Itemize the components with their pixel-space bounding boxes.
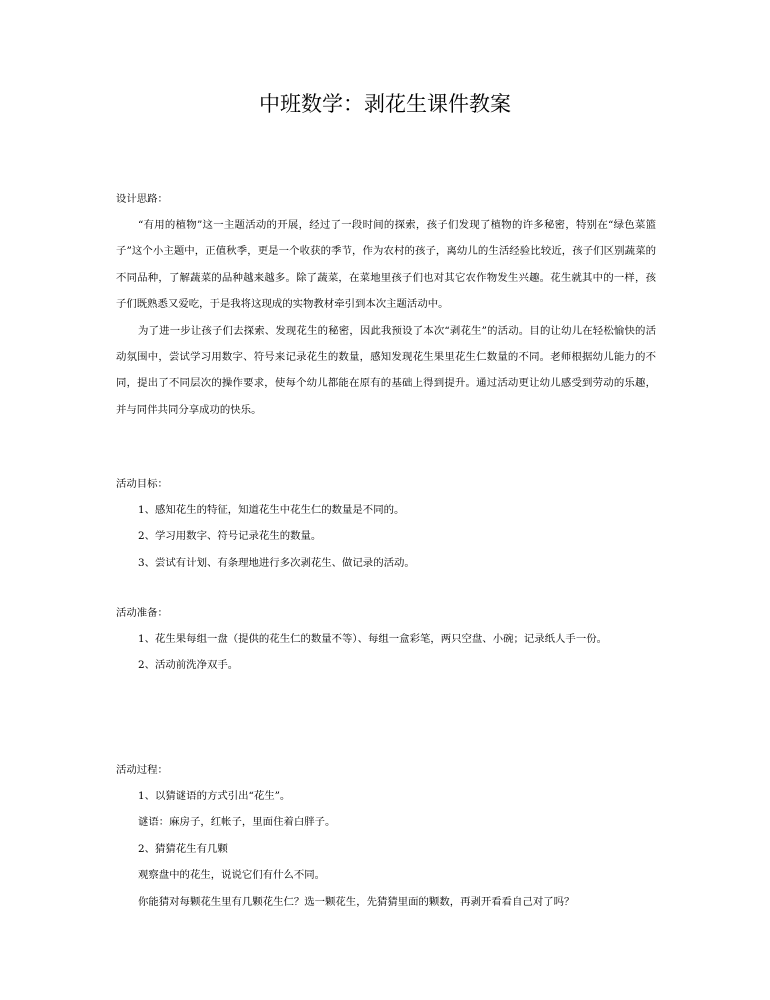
- goals-heading: 活动目标：: [116, 478, 168, 490]
- goal-item: 1、感知花生的特征，知道花生中花生仁的数量是不同的。: [138, 504, 405, 516]
- process-section: [116, 757, 656, 915]
- goal-item: 2、学习用数字、符号记录花生的数量。: [138, 530, 322, 543]
- design-section: [116, 186, 656, 423]
- process-line: 2、猜猜花生有几颗: [138, 842, 228, 855]
- preparation-item: 1、花生果每组一盘（提供的花生仁的数量不等）、每组一盒彩笔，两只空盘、小碗；记录纸人手一份。: [138, 633, 607, 645]
- preparation-item: 2、活动前洗净双手。: [138, 659, 239, 672]
- goals-section: [116, 471, 656, 576]
- design-paragraph: “有用的植物”这一主题活动的开展，经过了一段时间的探索，孩子们发现了植物的许多秘密，特别在“绿色菜篮子”这个小主题中，正值秋季，更是一个收获的季节，作为农村的孩子，离幼儿的生活经验比较近，孩子们区别蔬菜的不同品种，了解蔬菜的品种越来越多。除了蔬菜，在菜地里孩子们也对其它农作物发生兴趣。花生就其中的一样，孩子们既熟悉又爱吃，于是我将这现成的实物教材牵引到本次主题活动中。: [116, 219, 656, 311]
- document-title: 中班数学：剥花生课件教案: [259, 92, 511, 116]
- preparation-heading: 活动准备：: [116, 607, 168, 619]
- design-paragraph: 为了进一步让孩子们去探索、发现花生的秘密，因此我预设了本次“剥花生”的活动。目的让幼儿在轻松愉快的活动氛围中，尝试学习用数字、符号来记录花生的数量，感知发现花生果里花生仁数量的不同。老师根据幼儿能力的不同，提出了不同层次的操作要求，使每个幼儿都能在原有的基础上得到提升。通过活动更让幼儿感受到劳动的乐趣，并与同伴共同分享成功的快乐。: [116, 324, 656, 416]
- process-line: 你能猜对每颗花生里有几颗花生仁？选一颗花生，先猜猜里面的颗数，再剥开看看自己对了吗？: [138, 895, 575, 908]
- process-line: 1、以猜谜语的方式引出“花生”。: [138, 790, 291, 802]
- preparation-section: [116, 600, 656, 679]
- process-line: 谜语：麻房子，红帐子，里面住着白胖子。: [138, 816, 336, 829]
- goal-item: 3、尝试有计划、有条理地进行多次剥花生、做记录的活动。: [138, 556, 415, 569]
- process-heading: 活动过程：: [116, 764, 168, 776]
- design-heading: 设计思路：: [116, 193, 168, 205]
- process-line: 观察盘中的花生，说说它们有什么不同。: [138, 869, 326, 882]
